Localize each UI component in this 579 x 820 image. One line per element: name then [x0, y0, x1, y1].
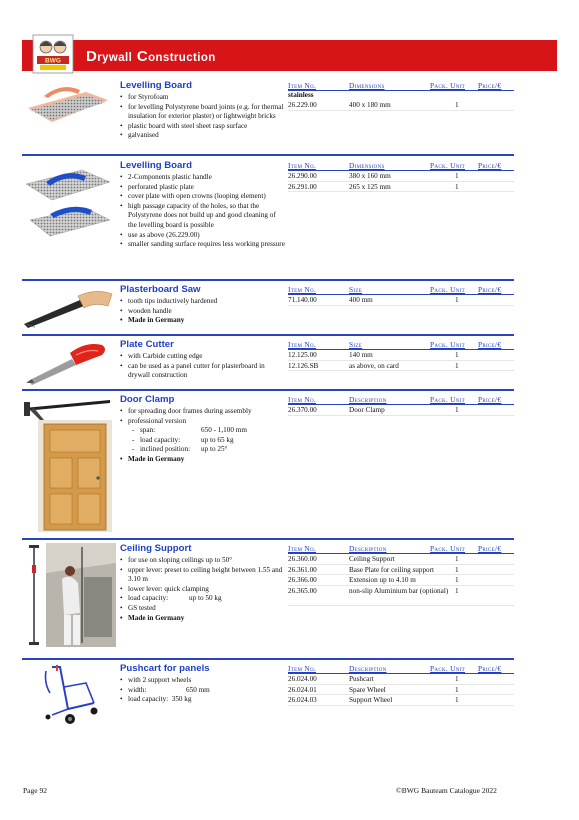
- feature-item: • professional version: [120, 417, 286, 427]
- spec-item: - span: 650 - 1,100 mm: [120, 426, 286, 436]
- spec-item: - load capacity: up to 65 kg: [120, 436, 286, 446]
- col-pack-unit: Pack. Unit: [430, 81, 466, 90]
- ceiling-support-image: [24, 543, 116, 647]
- item-number: 26.291.00: [288, 182, 317, 191]
- col-price: Price/€: [478, 161, 502, 170]
- door-clamp-image: [24, 394, 116, 534]
- item-pack-unit: 1: [455, 172, 459, 180]
- spec-item: • load capacity: 350 kg: [120, 695, 286, 705]
- table-row: [288, 350, 514, 361]
- product-title: Pushcart for panels: [120, 663, 210, 674]
- product-table: [288, 80, 514, 111]
- item-description: Ceiling Support: [349, 555, 395, 563]
- feature-item: • smaller sanding surface requires less working pressure: [120, 240, 286, 250]
- feature-item: • for use on sloping ceilings up to 50°: [120, 556, 286, 566]
- spec-item: - inclined position: up to 25°: [120, 445, 286, 455]
- levelling-board-plastic-image: [22, 162, 114, 244]
- section-divider: [22, 154, 514, 156]
- table-row: [288, 565, 514, 576]
- item-number: 26.365.00: [288, 586, 317, 595]
- col-item-no: Item No.: [288, 161, 317, 170]
- page-number: Page 92: [23, 786, 47, 795]
- item-pack-unit: 1: [455, 586, 459, 595]
- svg-text:BWG: BWG: [45, 57, 61, 65]
- product-title: Ceiling Support: [120, 543, 192, 554]
- item-number: 26.370.00: [288, 406, 317, 414]
- feature-item: • Made in Germany: [120, 316, 286, 326]
- table-row: [288, 100, 514, 111]
- col-item-no: Item No.: [288, 340, 317, 349]
- table-row: [288, 295, 514, 306]
- section-divider: [22, 658, 514, 660]
- col-description: Description: [349, 395, 387, 404]
- product-table: [288, 663, 514, 706]
- table-row: [288, 554, 514, 565]
- table-row: [288, 586, 514, 606]
- product-features: [120, 352, 286, 381]
- col-description: Description: [349, 544, 387, 553]
- section-divider: [22, 279, 514, 281]
- col-pack-unit: Pack. Unit: [430, 395, 466, 404]
- item-pack-unit: 1: [455, 101, 459, 109]
- item-dimensions: 380 x 160 mm: [349, 172, 391, 180]
- section-divider: [22, 389, 514, 391]
- col-pack-unit: Pack. Unit: [430, 285, 466, 294]
- feature-item: • Made in Germany: [120, 614, 286, 624]
- item-number: 26.024.00: [288, 675, 317, 683]
- item-pack-unit: 1: [455, 675, 459, 683]
- plasterboard-saw-image: [22, 288, 114, 328]
- col-item-no: Item No.: [288, 81, 317, 90]
- product-title: Levelling Board: [120, 80, 192, 91]
- product-table: [288, 543, 514, 606]
- item-pack-unit: 1: [455, 696, 459, 705]
- feature-item: • lower lever: quick clamping: [120, 585, 286, 595]
- feature-item: • Made in Germany: [120, 455, 286, 465]
- product-features: [120, 407, 286, 465]
- feature-item: • GS tested: [120, 604, 286, 614]
- table-header: [288, 394, 514, 405]
- product-table: [288, 160, 514, 192]
- product-features: [120, 93, 286, 141]
- col-item-no: Item No.: [288, 285, 317, 294]
- item-number: 26.361.00: [288, 565, 317, 574]
- item-description: Extension up to 4.10 m: [349, 576, 416, 585]
- product-title: Plate Cutter: [120, 339, 174, 350]
- table-row: [288, 171, 514, 182]
- feature-item: • use as above (26.229.00): [120, 231, 286, 241]
- feature-item: • for spreading door frames during assembly: [120, 407, 286, 417]
- section-divider: [22, 538, 514, 540]
- item-description: non-slip Aluminium bar (optional): [349, 586, 449, 595]
- product-features: [120, 173, 286, 250]
- item-number: 12.125.00: [288, 351, 317, 359]
- table-header: [288, 663, 514, 674]
- col-item-no: Item No.: [288, 544, 317, 553]
- bwg-logo: [32, 34, 74, 74]
- col-pack-unit: Pack. Unit: [430, 664, 466, 673]
- feature-item: • plastic board with steel sheet rasp surface: [120, 122, 286, 132]
- page-title: Drywall Construction: [86, 48, 216, 65]
- table-row: [288, 361, 514, 372]
- col-item-no: Item No.: [288, 395, 317, 404]
- col-price: Price/€: [478, 285, 502, 294]
- feature-item: • for Styrofoam: [120, 93, 286, 103]
- col-size: Size: [349, 285, 363, 294]
- item-dimensions: 400 x 180 mm: [349, 101, 391, 109]
- item-number: 12.126.SB: [288, 361, 319, 370]
- item-number: 26.024.01: [288, 685, 317, 694]
- table-row: [288, 685, 514, 696]
- table-header: [288, 160, 514, 171]
- spec-item: • width: 650 mm: [120, 686, 286, 696]
- levelling-board-image: [22, 78, 112, 130]
- feature-item: • with 2 support wheels: [120, 676, 286, 686]
- item-pack-unit: 1: [455, 351, 459, 359]
- footer-copyright: ©BWG Bauteam Catalogue 2022: [396, 786, 497, 795]
- col-price: Price/€: [478, 664, 502, 673]
- feature-item: • upper lever: preset to ceiling height between 1.55 and 3.10 m: [120, 566, 286, 585]
- item-number: 71.140.00: [288, 296, 317, 304]
- feature-item: • with Carbide cutting edge: [120, 352, 286, 362]
- item-pack-unit: 1: [455, 565, 459, 574]
- spec-item: • load capacity: up to 50 kg: [120, 594, 286, 604]
- item-number: 26.366.00: [288, 576, 317, 585]
- plate-cutter-image: [24, 339, 110, 385]
- item-description: Base Plate for ceiling support: [349, 565, 435, 574]
- feature-item: • can be used as a panel cutter for plasterboard in drywall construction: [120, 362, 286, 381]
- item-number: 26.360.00: [288, 555, 317, 563]
- item-size: 140 mm: [349, 351, 373, 359]
- table-row: [288, 674, 514, 685]
- table-header: [288, 80, 514, 91]
- table-row: [288, 695, 514, 706]
- product-table: [288, 284, 514, 306]
- item-pack-unit: 1: [455, 296, 459, 304]
- product-table: [288, 339, 514, 371]
- item-description: Pushcart: [349, 675, 374, 683]
- item-pack-unit: 1: [455, 182, 459, 191]
- feature-item: • high passage capacity of the holes, so that the Polystyrene does not build up and good cleaning of the levelling board is possible: [120, 202, 286, 231]
- product-features: [120, 676, 286, 705]
- feature-item: • 2-Components plastic handle: [120, 173, 286, 183]
- item-pack-unit: 1: [455, 361, 459, 370]
- col-price: Price/€: [478, 544, 502, 553]
- item-pack-unit: 1: [455, 685, 459, 694]
- col-item-no: Item No.: [288, 664, 317, 673]
- table-row: [288, 575, 514, 586]
- col-pack-unit: Pack. Unit: [430, 161, 466, 170]
- col-description: Description: [349, 664, 387, 673]
- table-header: [288, 284, 514, 295]
- pushcart-image: [34, 663, 104, 729]
- product-features: [120, 297, 286, 326]
- item-size: 400 mm: [349, 296, 373, 304]
- item-pack-unit: 1: [455, 576, 459, 585]
- feature-item: • for levelling Polystyrene board joints (e.g. for thermal insulation for exterior plaster) or lightweight bricks: [120, 103, 286, 122]
- table-subheading: stainless: [288, 91, 314, 99]
- item-number: 26.229.00: [288, 101, 317, 109]
- item-number: 26.024.03: [288, 696, 317, 705]
- table-row: [288, 405, 514, 416]
- item-description: Door Clamp: [349, 406, 385, 414]
- col-price: Price/€: [478, 81, 502, 90]
- item-pack-unit: 1: [455, 406, 459, 414]
- product-title: Door Clamp: [120, 394, 175, 405]
- item-size: as above, on card: [349, 361, 399, 370]
- feature-item: • wooden handle: [120, 307, 286, 317]
- col-price: Price/€: [478, 395, 502, 404]
- feature-item: • tooth tips inductively hardened: [120, 297, 286, 307]
- col-price: Price/€: [478, 340, 502, 349]
- item-description: Spare Wheel: [349, 685, 386, 694]
- feature-item: • cover plate with open crowns (looping element): [120, 192, 286, 202]
- item-description: Support Wheel: [349, 696, 393, 705]
- col-pack-unit: Pack. Unit: [430, 544, 466, 553]
- col-dimensions: Dimensions: [349, 81, 385, 90]
- col-size: Size: [349, 340, 363, 349]
- col-pack-unit: Pack. Unit: [430, 340, 466, 349]
- product-title: Plasterboard Saw: [120, 284, 201, 295]
- item-number: 26.290.00: [288, 172, 317, 180]
- table-header: [288, 543, 514, 554]
- feature-item: • perforated plastic plate: [120, 183, 286, 193]
- table-header: [288, 339, 514, 350]
- item-pack-unit: 1: [455, 555, 459, 563]
- item-dimensions: 265 x 125 mm: [349, 182, 391, 191]
- product-table: [288, 394, 514, 416]
- feature-item: • galvanised: [120, 131, 286, 141]
- col-dimensions: Dimensions: [349, 161, 385, 170]
- table-row: [288, 182, 514, 193]
- section-divider: [22, 334, 514, 336]
- product-title: Levelling Board: [120, 160, 192, 171]
- product-features: [120, 556, 286, 623]
